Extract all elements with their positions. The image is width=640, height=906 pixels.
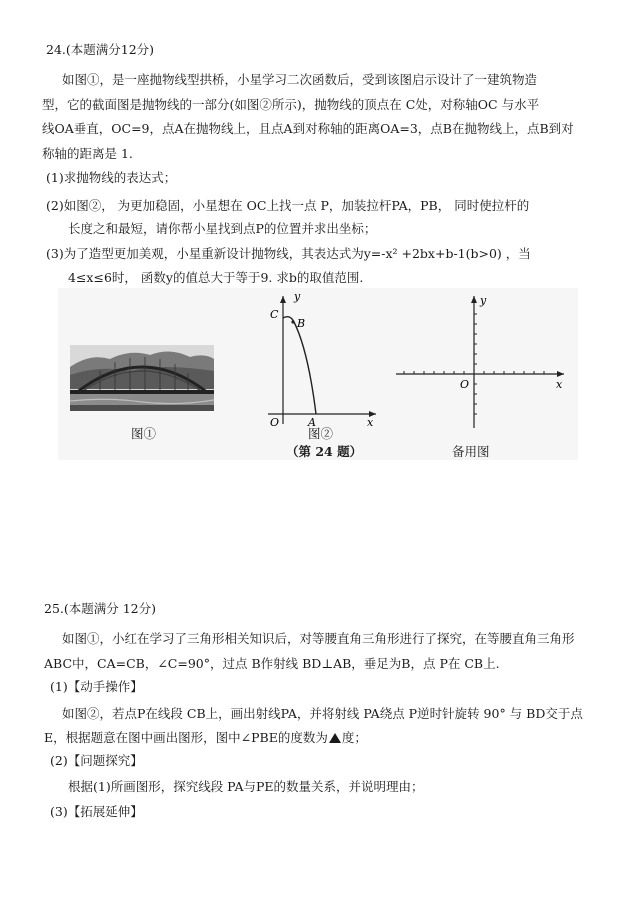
answer-blank bbox=[328, 730, 342, 745]
spare-label-o: O bbox=[460, 378, 470, 391]
fig2-point-b bbox=[291, 320, 294, 323]
spare-figure-label: 备用图 bbox=[452, 444, 490, 459]
q24-part2-line-1: (2)如图②， 为更加稳固，小星想在 OC上找一点 P，加装拉杆PA，PB， 同时使拉杆的 bbox=[46, 198, 530, 213]
fig2-label-a: A bbox=[308, 416, 316, 429]
fig2-label: 图② bbox=[308, 426, 334, 441]
q25-intro-line-1: 如图①，小红在学习了三角形相关知识后，对等腰直角三角形进行了探究，在等腰直角三角形 bbox=[62, 631, 575, 646]
fig2-label-x: x bbox=[367, 416, 374, 429]
q24-part1: (1)求抛物线的表达式； bbox=[46, 170, 177, 185]
q25-part1-line-2-text: E，根据题意在图中画出图形，图中∠PBE的度数为 bbox=[44, 730, 328, 745]
q25-part1-title: (1)【动手操作】 bbox=[50, 679, 143, 694]
fig2-label-y: y bbox=[294, 290, 301, 303]
spare-y-arrow-icon bbox=[471, 296, 477, 303]
fig2-label-c: C bbox=[270, 308, 279, 321]
fig2-label-b: B bbox=[297, 317, 306, 330]
q24-intro-line-2: 型，它的截面图是抛物线的一部分(如图②所示)，抛物线的顶点在 C处，对称轴OC 与水平 bbox=[42, 97, 540, 112]
q24-figure-caption: （第 24 题） bbox=[286, 444, 363, 459]
q24-part3-line-2: 4≤x≤6时， 函数y的值总大于等于9. 求b的取值范围. bbox=[68, 270, 364, 285]
bridge-photo bbox=[70, 345, 214, 411]
q24-intro-line-3: 线OA垂直，OC=9，点A在抛物线上，且点A到对称轴的距离OA=3，点B在抛物线上，点B到对 bbox=[42, 121, 574, 136]
q25-part3-title: (3)【拓展延伸】 bbox=[50, 804, 143, 819]
fig2-diagram bbox=[260, 290, 380, 430]
spare-axes-diagram bbox=[392, 292, 570, 432]
q25-header: 25.(本题满分 12分) bbox=[44, 601, 157, 616]
q24-part2-line-2: 长度之和最短，请你帮小星找到点P的位置并求出坐标； bbox=[68, 221, 377, 236]
q25-part1-line-2-end: 度； bbox=[341, 730, 367, 745]
fig2-y-arrow-icon bbox=[280, 296, 286, 303]
triangle-icon bbox=[329, 733, 341, 743]
spare-label-y: y bbox=[480, 294, 487, 307]
fig2-label-o: O bbox=[270, 416, 280, 429]
q24-header: 24.(本题满分12分) bbox=[46, 42, 155, 57]
fig1-label: 图① bbox=[131, 426, 157, 441]
q25-intro-line-2: ABC中，CA=CB，∠C=90°，过点 B作射线 BD⊥AB，垂足为B，点 P在 CB上. bbox=[44, 656, 500, 671]
q25-part1-line-2 bbox=[44, 730, 367, 746]
q24-intro-line-1: 如图①，是一座抛物线型拱桥，小星学习二次函数后，受到该图启示设计了一建筑物造 bbox=[62, 72, 538, 87]
q24-part3-line-1: (3)为了造型更加美观，小星重新设计抛物线，其表达式为y=-x² +2bx+b-1(b>0) ，当 bbox=[46, 246, 531, 261]
q24-intro-line-4: 称轴的距离是 1. bbox=[42, 146, 133, 161]
q25-part1-line-1: 如图②，若点P在线段 CB上，画出射线PA，并将射线 PA绕点 P逆时针旋转 90° 与 BD交于点 bbox=[62, 706, 583, 721]
spare-x-arrow-icon bbox=[557, 371, 564, 377]
q25-part2-title: (2)【问题探究】 bbox=[50, 753, 143, 768]
spare-label-x: x bbox=[556, 378, 563, 391]
fig2-parabola bbox=[283, 317, 316, 414]
q25-part2-line: 根据(1)所画图形，探究线段 PA与PE的数量关系，并说明理由； bbox=[68, 779, 424, 794]
